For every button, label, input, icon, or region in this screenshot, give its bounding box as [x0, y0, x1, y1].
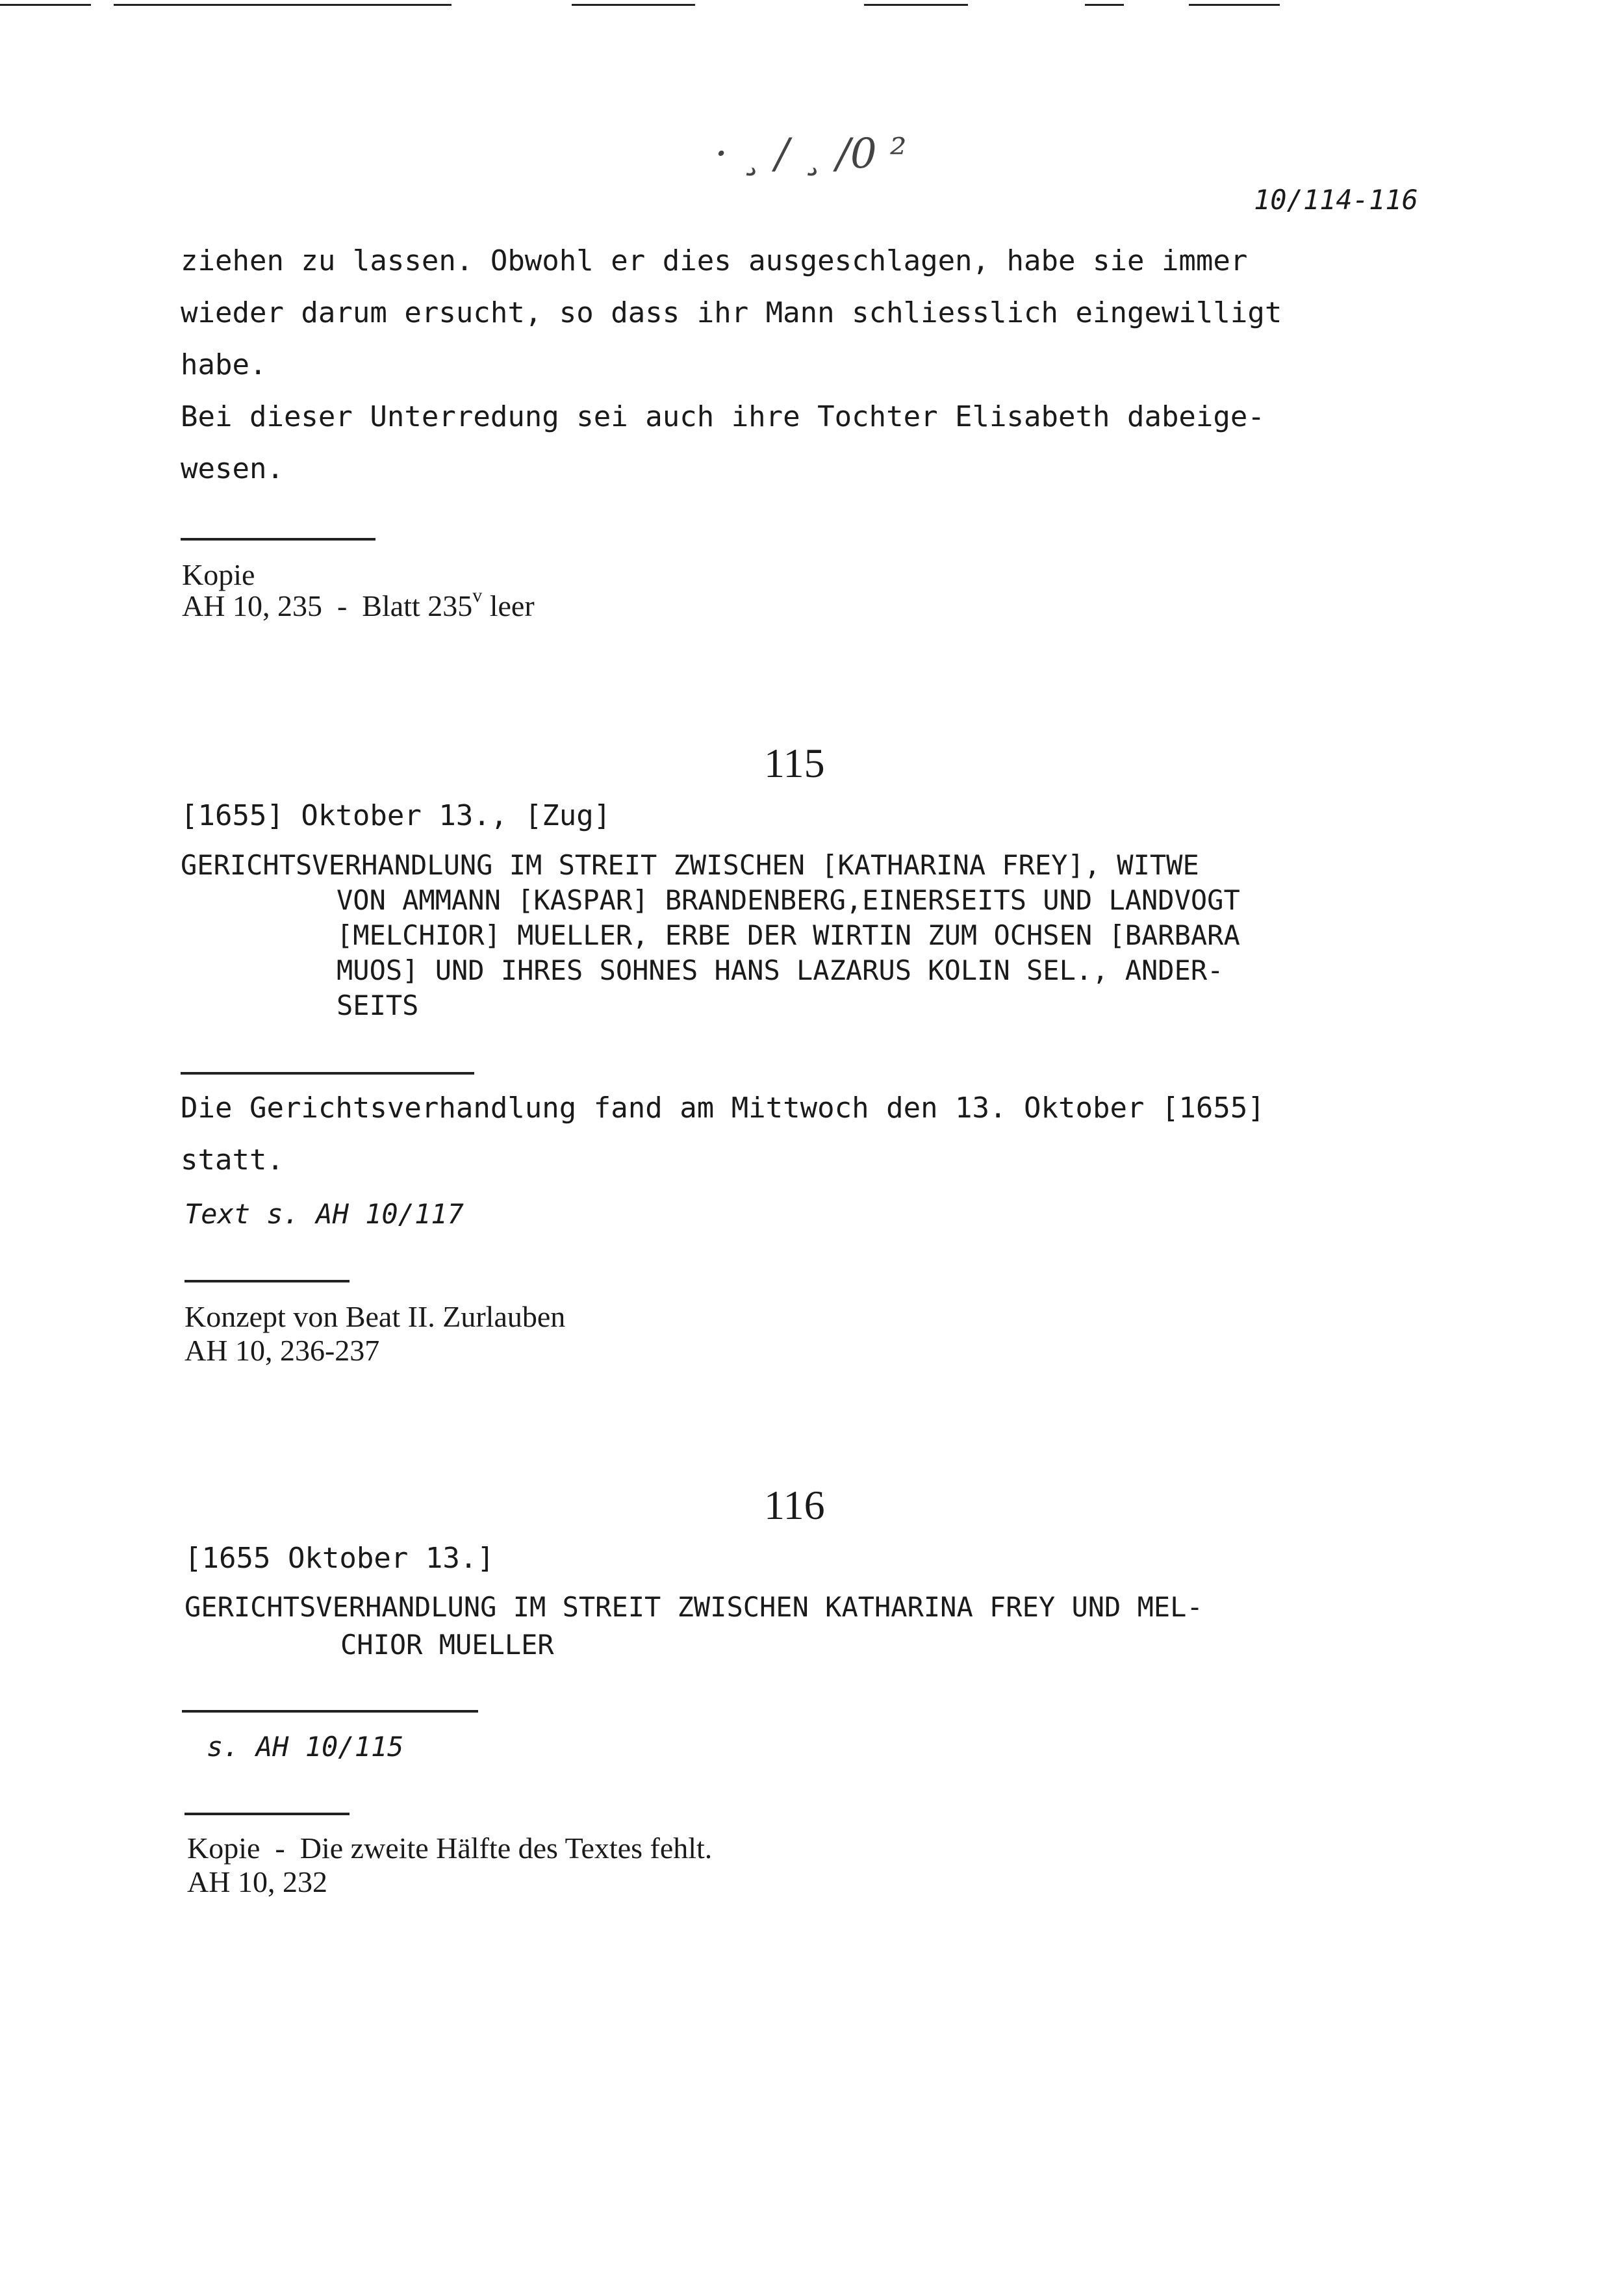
source-reference: [182, 585, 535, 623]
text-reference: s. AH 10/115: [207, 1731, 404, 1763]
handwritten-folio-mark: · ¸ / ¸ /0 ²: [715, 130, 907, 178]
continuation-line: wieder darum ersucht, so dass ihr Mann schliesslich eingewilligt: [181, 296, 1282, 329]
document-title-line: VON AMMANN [KASPAR] BRANDENBERG,EINERSEITS UND LANDVOGT: [337, 884, 1240, 916]
body-line: Die Gerichtsverhandlung fand am Mittwoch den 13. Oktober [1655]: [181, 1091, 1265, 1125]
section-divider: [184, 1813, 350, 1815]
document-title-line: MUOS] UND IHRES SOHNES HANS LAZARUS KOLIN SEL., ANDER-: [337, 954, 1224, 986]
document-number: 115: [764, 740, 825, 786]
continuation-line: ziehen zu lassen. Obwohl er dies ausgeschlagen, habe sie immer: [181, 244, 1248, 277]
scan-edge-line: [864, 4, 968, 6]
document-title-line: [MELCHIOR] MUELLER, ERBE DER WIRTIN ZUM OCHSEN [BARBARA: [337, 919, 1240, 951]
source-note-line: AH 10, 236-237: [184, 1334, 380, 1367]
section-divider: [181, 1072, 474, 1075]
scan-edge-line: [1189, 4, 1280, 6]
source-ref-tail: leer: [482, 589, 535, 622]
continuation-line: wesen.: [181, 452, 284, 485]
superscript-verso: v: [472, 585, 483, 606]
document-date: [1655 Oktober 13.]: [184, 1542, 494, 1575]
page-reference: 10/114-116: [1254, 184, 1418, 216]
source-type: Kopie: [182, 558, 255, 591]
scan-edge-line: [1085, 4, 1124, 6]
source-note-line: AH 10, 232: [187, 1865, 327, 1898]
body-line: statt.: [181, 1143, 284, 1177]
document-title-line: GERICHTSVERHANDLUNG IM STREIT ZWISCHEN KATHARINA FREY UND MEL-: [184, 1591, 1203, 1623]
document-title-line: GERICHTSVERHANDLUNG IM STREIT ZWISCHEN [KATHARINA FREY], WITWE: [181, 849, 1199, 881]
document-title-line: CHIOR MUELLER: [340, 1629, 554, 1661]
section-divider: [184, 1280, 350, 1282]
section-divider: [182, 1710, 478, 1713]
source-ref-text: AH 10, 235 - Blatt 235: [182, 589, 473, 622]
document-date: [1655] Oktober 13., [Zug]: [181, 799, 611, 832]
source-note-line: Kopie - Die zweite Hälfte des Textes fehlt.: [187, 1831, 713, 1865]
document-number: 116: [764, 1482, 825, 1528]
continuation-line: habe.: [181, 348, 267, 381]
scan-edge-line: [572, 4, 695, 6]
document-title-line: SEITS: [337, 989, 419, 1021]
section-divider: [181, 538, 375, 541]
continuation-line: Bei dieser Unterredung sei auch ihre Tochter Elisabeth dabeige-: [181, 400, 1265, 433]
scan-edge-line: [114, 4, 451, 6]
scan-edge-line: [0, 4, 91, 6]
source-note-line: Konzept von Beat II. Zurlauben: [184, 1300, 566, 1333]
text-reference: Text s. AH 10/117: [184, 1198, 464, 1230]
